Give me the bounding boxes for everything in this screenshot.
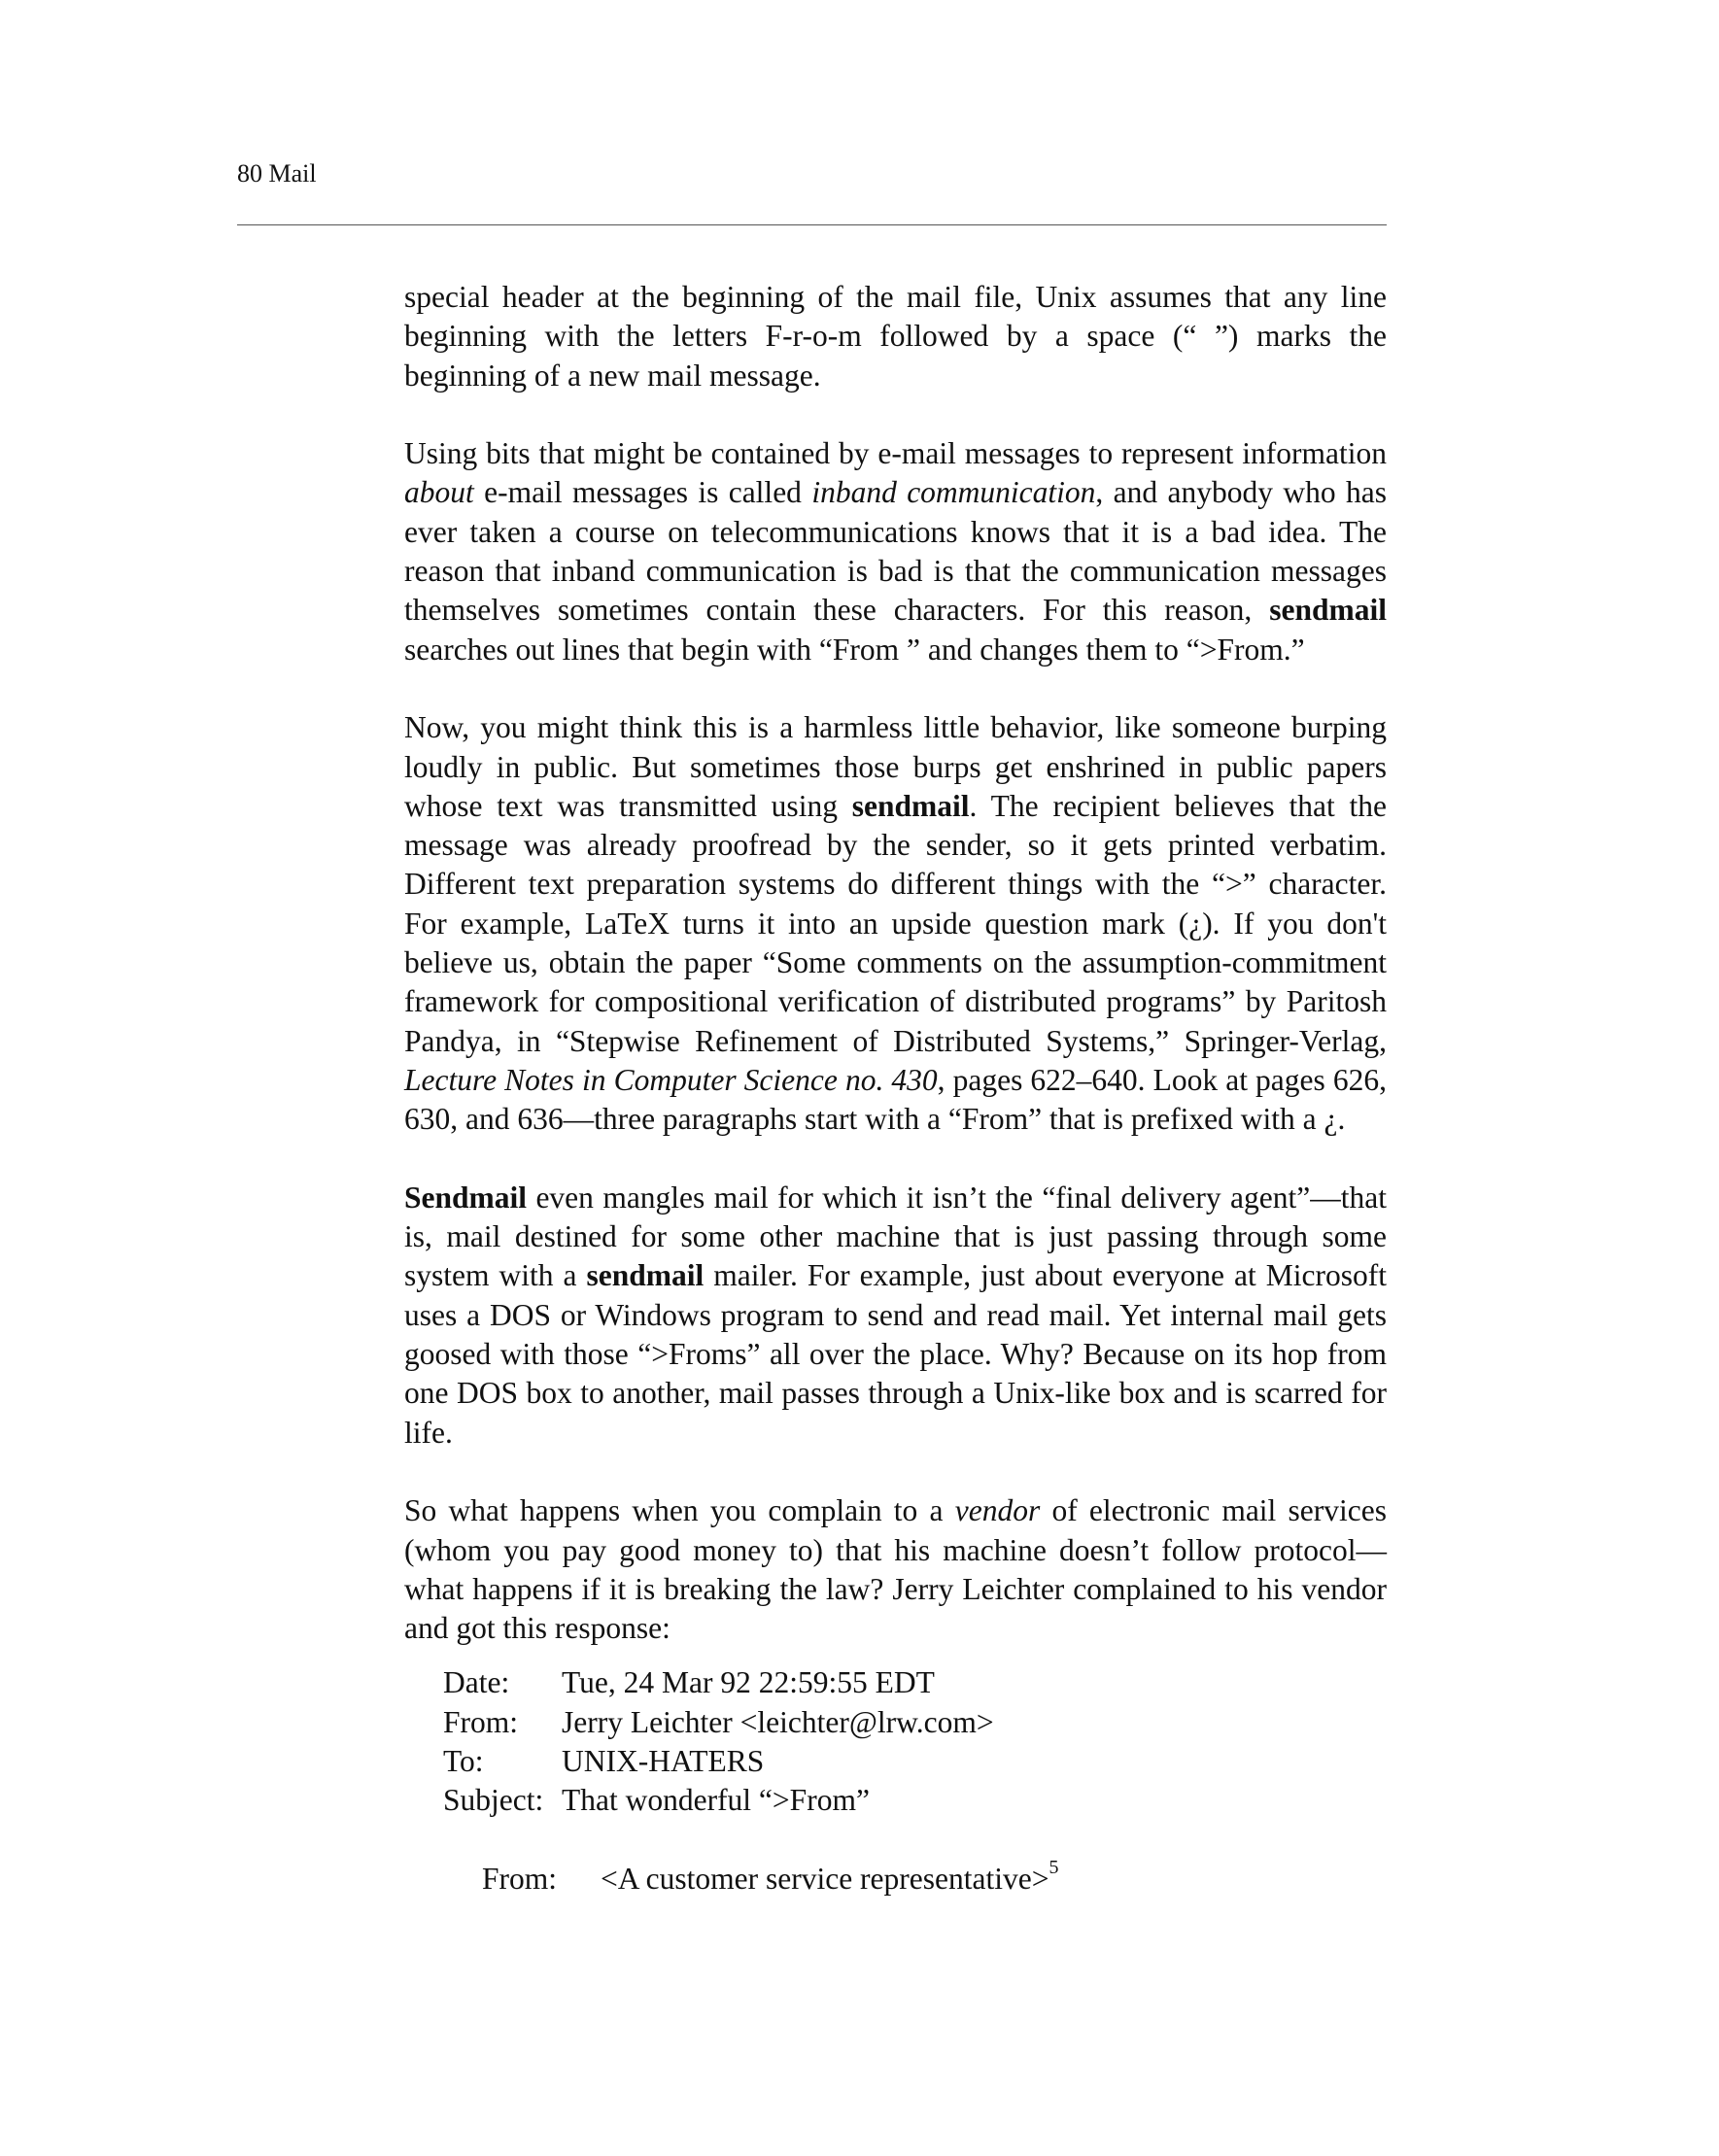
forwarded-from-line xyxy=(482,1856,1387,1899)
mail-header-value: Tue, 24 Mar 92 22:59:55 EDT xyxy=(562,1665,935,1700)
text-run: of electronic mail services (whom you pay good money to) that his machine doesn’t follow protocol—what happens if it is breaking the law? Jerry Leichter complained to his vendor and got this response: xyxy=(404,1493,1387,1646)
command-name: sendmail xyxy=(1269,593,1387,628)
paragraphs xyxy=(404,278,1387,1648)
paragraph xyxy=(404,1491,1387,1648)
body-text xyxy=(404,278,1387,1899)
mail-header-row xyxy=(443,1663,994,1702)
text-run: searches out lines that begin with “From ” and changes them to “>From.” xyxy=(404,632,1305,667)
command-name: sendmail xyxy=(586,1258,705,1293)
mail-header-value: Jerry Leichter <leichter@lrw.com> xyxy=(562,1704,994,1739)
text-run: even mangles mail for which it isn’t the “final delivery agent”—that is, mail destined for some other machine that is just passing through some system with a xyxy=(404,1180,1387,1293)
text-run: Using bits that might be contained by e-mail messages to represent information xyxy=(404,436,1387,471)
paragraph xyxy=(404,278,1387,395)
paragraph xyxy=(404,708,1387,1139)
emphasis-text: Lecture Notes in Computer Science no. 430 xyxy=(404,1062,938,1097)
emphasis-text: vendor xyxy=(954,1493,1041,1528)
text-run: special header at the beginning of the mail file, Unix assumes that any line beginning with the letters F-r-o-m followed by a space (“ ”) marks the beginning of a new mail message. xyxy=(404,280,1387,393)
text-run: e-mail messages is called xyxy=(473,475,812,510)
emphasis-text: about xyxy=(404,475,474,510)
mail-header-field: From: xyxy=(443,1704,519,1739)
mail-header-field: To: xyxy=(443,1743,484,1778)
header-rule xyxy=(237,224,1387,225)
text-run: , pages 622–640. Look at pages 626, 630, and 636—three paragraphs start with a “From” that is prefixed with a ¿. xyxy=(404,1062,1387,1137)
mail-header xyxy=(443,1663,994,1820)
text-run: So what happens when you complain to a xyxy=(404,1493,955,1528)
command-name: Sendmail xyxy=(404,1180,528,1215)
mail-header-field: Date: xyxy=(443,1665,510,1700)
forwarded-from-field: From: xyxy=(482,1861,558,1896)
running-head: 80 Mail xyxy=(237,159,317,188)
mail-header-row xyxy=(443,1781,994,1820)
text-run: mailer. For example, just about everyone at Microsoft uses a DOS or Windows program to send and read mail. Yet internal mail gets goosed with those “>Froms” all over the place. Why? Because on its hop from one DOS box to another, mail passes through a Unix-like box and is scarred for life. xyxy=(404,1258,1387,1450)
footnote-mark: 5 xyxy=(1049,1856,1059,1878)
mail-header-value: That wonderful “>From” xyxy=(562,1783,870,1818)
paragraph xyxy=(404,434,1387,669)
command-name: sendmail xyxy=(851,788,970,823)
emphasis-text: inband communication xyxy=(811,475,1096,510)
mail-header-row xyxy=(443,1742,994,1781)
text-run: , and anybody who has ever taken a course on telecommunications knows that it is a bad idea. The reason that inband communication is bad is that the communication messages themselves sometimes contain these characters. For this reason, xyxy=(404,475,1388,628)
text-run: Now, you might think this is a harmless little behavior, like someone burping loudly in public. But sometimes those burps get enshrined in public papers whose text was transmitted using xyxy=(404,710,1387,823)
paragraph xyxy=(404,1179,1387,1453)
mail-header-field: Subject: xyxy=(443,1783,544,1818)
mail-header-row xyxy=(443,1703,994,1742)
mail-header-value: UNIX-HATERS xyxy=(562,1743,765,1778)
text-run: . The recipient believes that the message was already proofread by the sender, so it gets printed verbatim. Different text preparation systems do different things with the “>” character. For example, LaTeX turns it into an upside question mark (¿). If you don't believe us, obtain the paper “Some comments on the assumption-commitment framework for compositional verification of distributed programs” by Paritosh Pandya, in “Stepwise Refinement of Distributed Systems,” Springer-Verlag, xyxy=(404,788,1387,1058)
forwarded-from-value: <A customer service representative>$^5$ xyxy=(601,1856,1059,1896)
